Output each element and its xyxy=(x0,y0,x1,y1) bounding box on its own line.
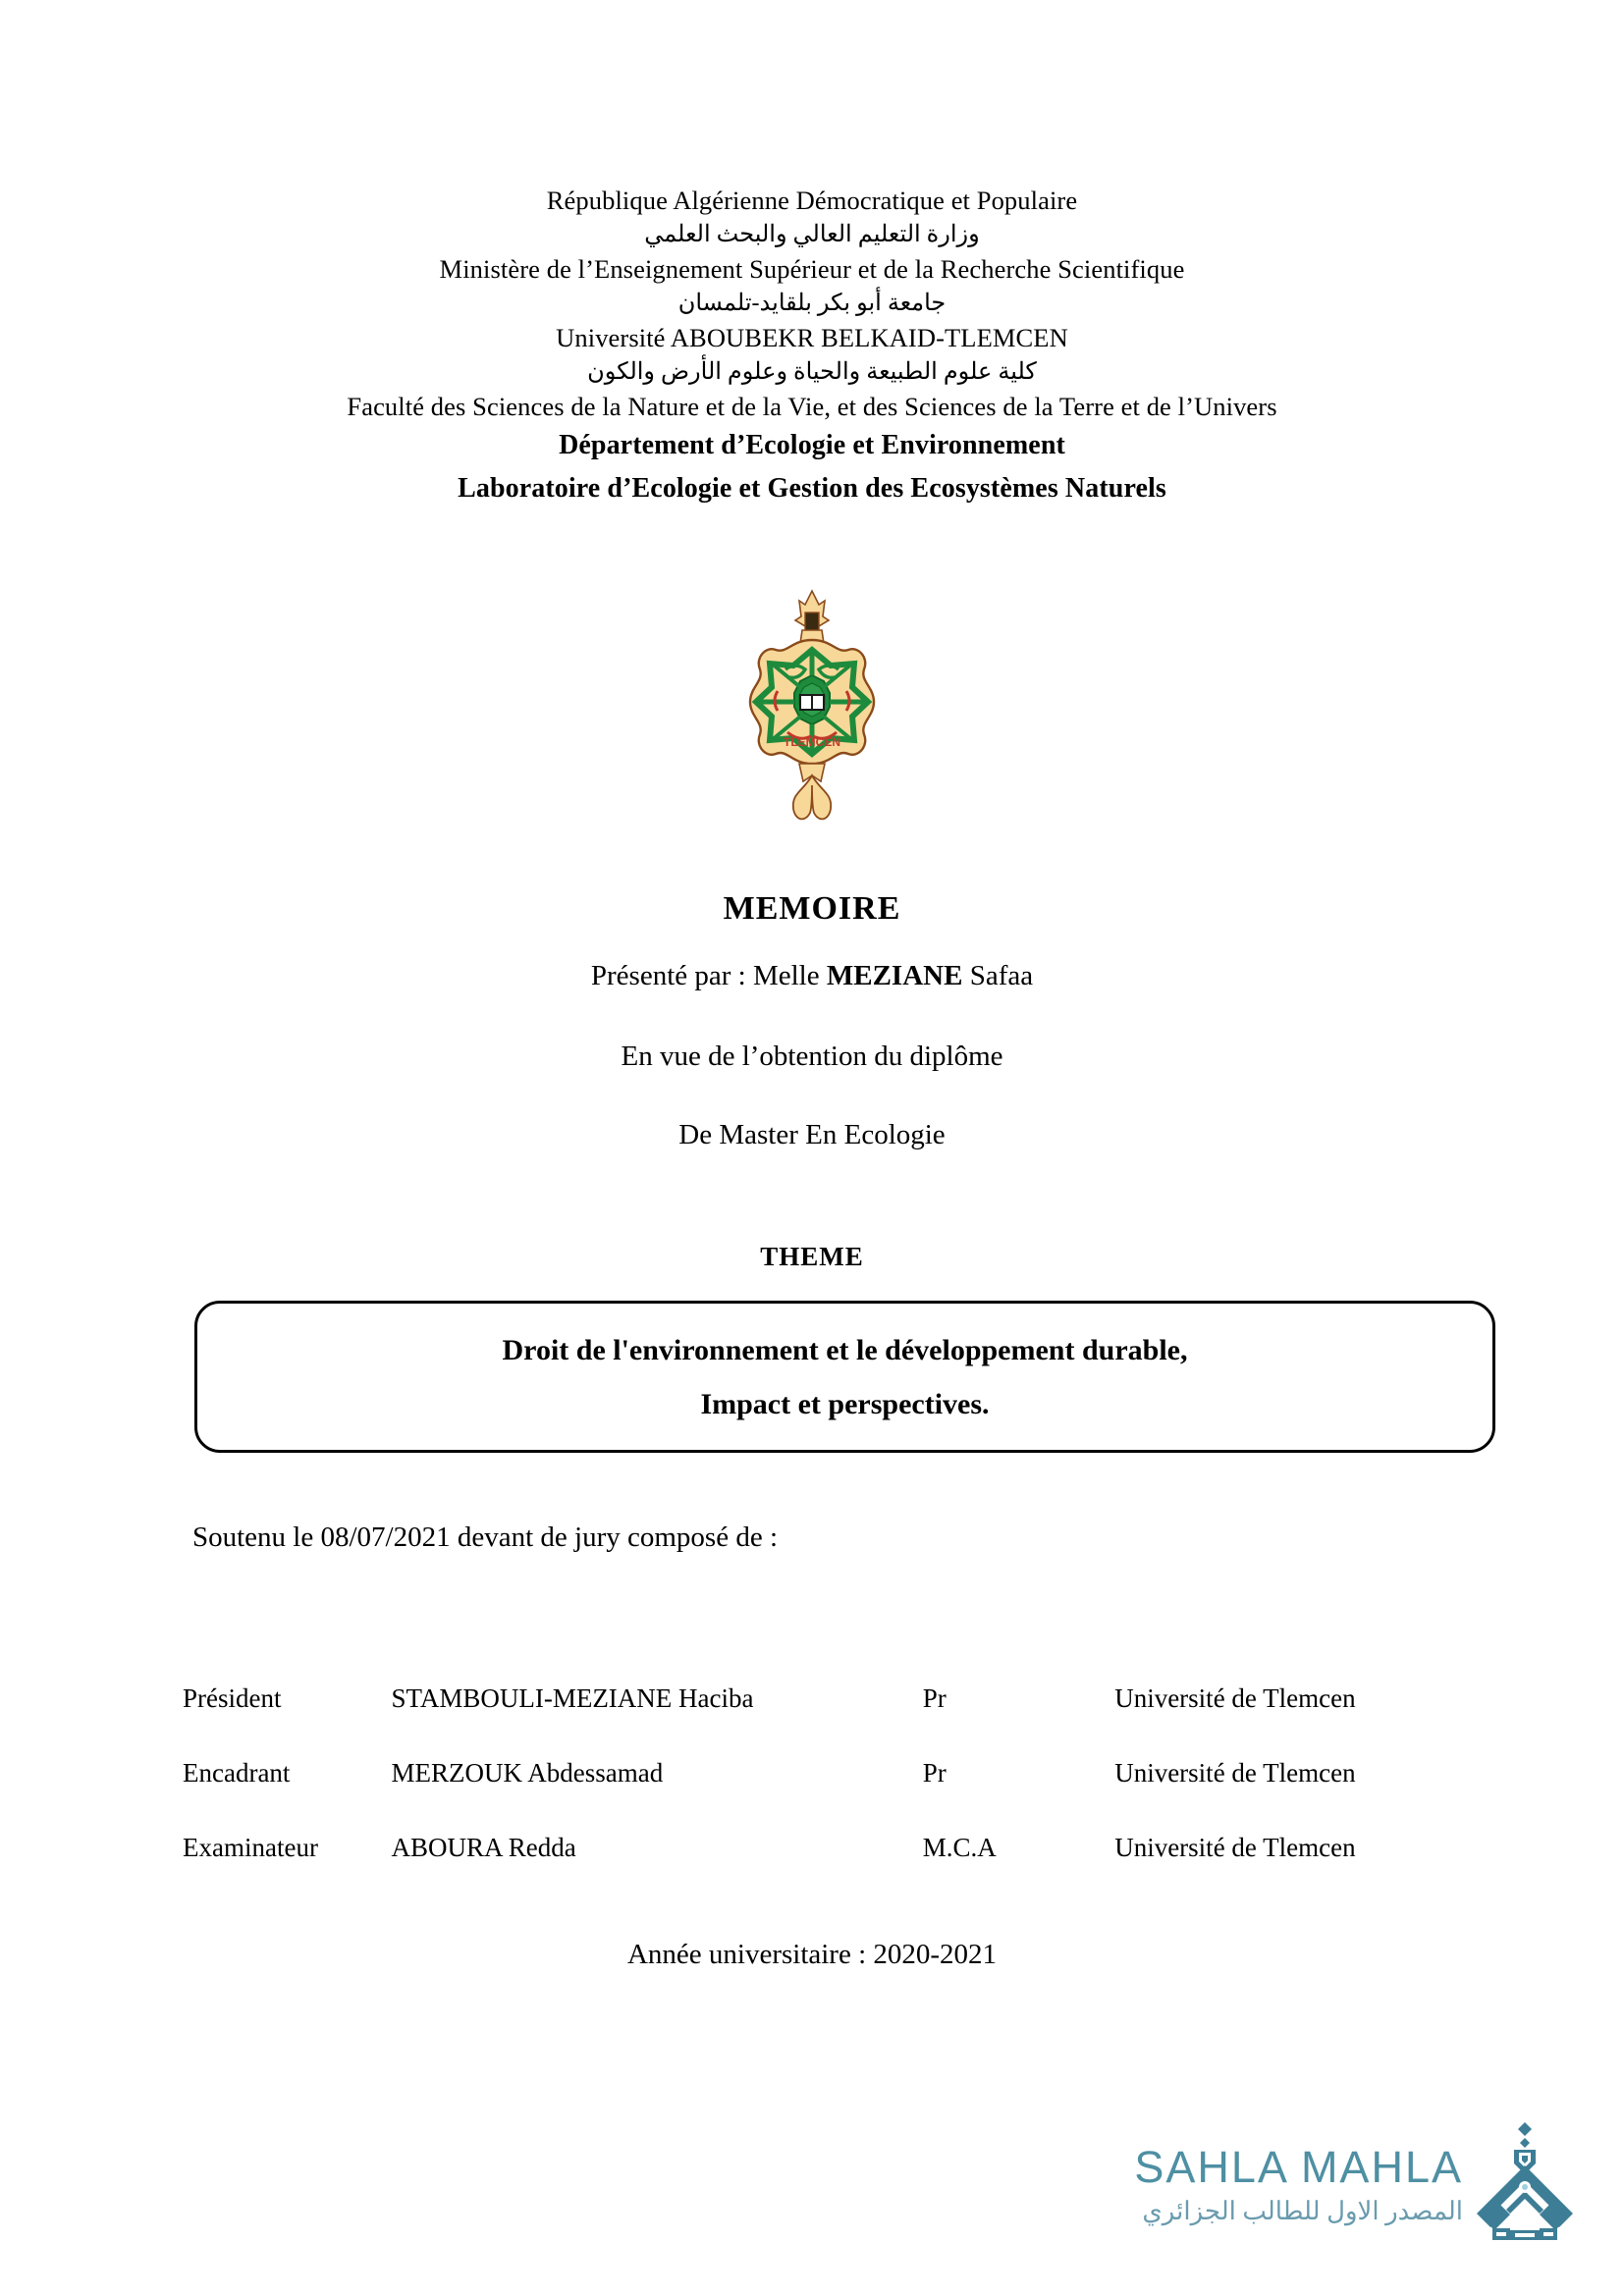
academic-year: Année universitaire : 2020-2021 xyxy=(626,1939,998,1970)
institution-header xyxy=(0,183,1624,510)
jury-grade: Pr xyxy=(922,1758,947,1788)
header-line-ministry-ar: وزارة التعليم العالي والبحث العلمي xyxy=(644,222,980,247)
author-line xyxy=(0,960,1624,992)
author-lastname: MEZIANE xyxy=(826,960,963,991)
watermark-tagline: المصدر الاول للطالب الجزائري xyxy=(1142,2197,1463,2225)
diploma-purpose: En vue de l’obtention du diplôme xyxy=(621,1041,1003,1072)
header-line-university-fr: Université ABOUBEKR BELKAID-TLEMCEN xyxy=(556,323,1068,352)
header-line-laboratory: Laboratoire d’Ecologie et Gestion des Ecosystèmes Naturels xyxy=(458,473,1166,504)
university-logo xyxy=(0,589,1624,839)
header-line-faculty-ar: كلية علوم الطبيعة والحياة وعلوم الأرض والكون xyxy=(587,359,1037,385)
jury-table xyxy=(183,1683,1439,1907)
header-line-faculty-fr: Faculté des Sciences de la Nature et de la Vie, et des Sciences de la Terre et de l’Univers xyxy=(347,392,1277,421)
header-line-ministry-fr: Ministère de l’Enseignement Supérieur et de la Recherche Scientifique xyxy=(439,254,1185,284)
jury-grade: Pr xyxy=(922,1683,947,1713)
jury-grade: M.C.A xyxy=(922,1833,997,1862)
theme-label: THEME xyxy=(760,1242,864,1271)
author-prefix: Présenté par : Melle xyxy=(590,960,827,991)
jury-role: Président xyxy=(183,1683,282,1713)
jury-role: Examinateur xyxy=(183,1833,318,1862)
theme-text xyxy=(194,1323,1495,1431)
sahla-mahla-watermark xyxy=(1110,2120,1581,2258)
header-line-university-ar: جامعة أبو بكر بلقايد-تلمسان xyxy=(677,291,947,316)
table-row xyxy=(183,1683,1439,1758)
university-emblem-icon xyxy=(709,589,915,834)
header-line-republic: République Algérienne Démocratique et Populaire xyxy=(546,186,1078,215)
memoire-title: MEMOIRE xyxy=(723,890,901,927)
sahla-mahla-logo-icon xyxy=(1471,2120,1579,2248)
jury-name: STAMBOULI-MEZIANE Haciba xyxy=(391,1683,754,1713)
jury-name: MERZOUK Abdessamad xyxy=(391,1758,664,1788)
jury-institution: Université de Tlemcen xyxy=(1114,1683,1356,1713)
author-firstname: Safaa xyxy=(962,960,1034,991)
theme-line-2: Impact et perspectives. xyxy=(700,1388,990,1420)
theme-line-1: Droit de l'environnement et le développement durable, xyxy=(502,1334,1188,1366)
watermark-brand: SAHLA MAHLA xyxy=(1134,2142,1463,2192)
emblem-caption: TLEMCEN xyxy=(784,735,840,749)
jury-role: Encadrant xyxy=(183,1758,291,1788)
jury-name: ABOURA Redda xyxy=(391,1833,576,1862)
table-row xyxy=(183,1758,1439,1833)
table-row xyxy=(183,1833,1439,1907)
defense-statement: Soutenu le 08/07/2021 devant de jury composé de : xyxy=(192,1522,779,1553)
jury-institution: Université de Tlemcen xyxy=(1114,1833,1356,1862)
header-line-department: Département d’Ecologie et Environnement xyxy=(559,430,1065,460)
degree-name: De Master En Ecologie xyxy=(678,1119,946,1150)
jury-institution: Université de Tlemcen xyxy=(1114,1758,1356,1788)
